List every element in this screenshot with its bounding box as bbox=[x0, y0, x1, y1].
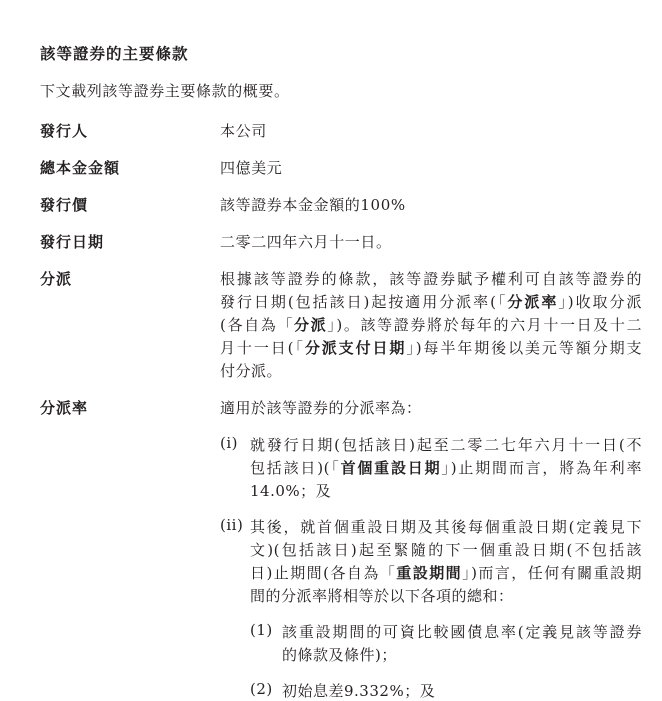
item-i-line-3: 14.0%；及 bbox=[250, 482, 332, 500]
subitem-2-line-1: 初始息差9.332%；及 bbox=[282, 682, 436, 700]
text-span: 」)而言，任何有關重設期 bbox=[462, 564, 642, 582]
term-value-issuer: 本公司 bbox=[220, 122, 267, 140]
distribution-line-2 bbox=[220, 291, 642, 312]
text-span: 」)收取分派 bbox=[558, 293, 642, 311]
section-heading: 該等證券的主要條款 bbox=[40, 44, 189, 63]
subitem-1-line-2: 的條款及條件)； bbox=[282, 646, 397, 664]
defined-term-distribution-payment-date: 分派支付日期 bbox=[304, 339, 407, 357]
text-span: 」)止期間而言，將為年利率 bbox=[441, 459, 642, 477]
distribution-line-3 bbox=[220, 314, 642, 335]
text-span: 月十一日(「 bbox=[220, 339, 305, 357]
subitem-2-marker: (2) bbox=[250, 680, 273, 698]
distribution-line-5: 付分派。 bbox=[220, 362, 283, 380]
item-i-line-1: 就發行日期(包括該日)起至二零二七年六月十一日(不 bbox=[250, 436, 642, 454]
item-ii-line-1: 其後，就首個重設日期及其後每個重設日期(定義見下 bbox=[250, 518, 642, 536]
text-span: (各自為「 bbox=[220, 316, 294, 334]
item-ii-line-3 bbox=[250, 562, 642, 583]
term-value-issue-date: 二零二四年六月十一日。 bbox=[220, 233, 392, 251]
term-label-distribution-rate: 分派率 bbox=[40, 399, 89, 417]
item-i-line-2 bbox=[250, 457, 642, 478]
item-i-marker: (i) bbox=[220, 434, 239, 452]
term-label-issuer: 發行人 bbox=[40, 122, 89, 140]
term-label-distribution: 分派 bbox=[40, 270, 73, 288]
text-span: 」)每半年期後以美元等額分期支 bbox=[406, 339, 642, 357]
term-value-issue-price: 該等證券本金金額的100% bbox=[220, 196, 406, 214]
term-label-issue-price: 發行價 bbox=[40, 196, 89, 214]
item-ii-marker: (ii) bbox=[220, 516, 244, 534]
rate-intro: 適用於該等證券的分派率為： bbox=[220, 399, 422, 417]
distribution-line-1: 根據該等證券的條款，該等證券賦予權利可自該等證券的 bbox=[220, 270, 642, 288]
term-value-principal: 四億美元 bbox=[220, 159, 283, 177]
text-span: 日)止期間(各自為「 bbox=[250, 564, 397, 582]
defined-term-reset-period: 重設期間 bbox=[396, 564, 463, 582]
item-ii-line-2: 文)(包括該日)起至緊隨的下一個重設日期(不包括該 bbox=[250, 541, 642, 559]
text-span: 發行日期(包括該日)起按適用分派率(「 bbox=[220, 293, 508, 311]
text-span: 包括該日)(「 bbox=[250, 459, 341, 477]
intro-paragraph: 下文載列該等證券主要條款的概要。 bbox=[40, 82, 290, 100]
defined-term-first-reset-date: 首個重設日期 bbox=[340, 459, 442, 477]
text-span: 」)。該等證券將於每年的六月十一日及十二 bbox=[327, 316, 642, 334]
term-label-principal: 總本金金額 bbox=[40, 159, 121, 177]
distribution-line-4 bbox=[220, 337, 642, 358]
defined-term-distribution-rate: 分派率 bbox=[507, 293, 559, 311]
subitem-1-marker: (1) bbox=[250, 621, 273, 639]
term-label-issue-date: 發行日期 bbox=[40, 233, 105, 251]
subitem-1-line-1: 該重設期間的可資比較國債息率(定義見該等證券 bbox=[282, 623, 642, 641]
item-ii-line-4: 間的分派率將相等於以下各項的總和： bbox=[250, 587, 514, 605]
defined-term-distribution: 分派 bbox=[293, 316, 328, 334]
